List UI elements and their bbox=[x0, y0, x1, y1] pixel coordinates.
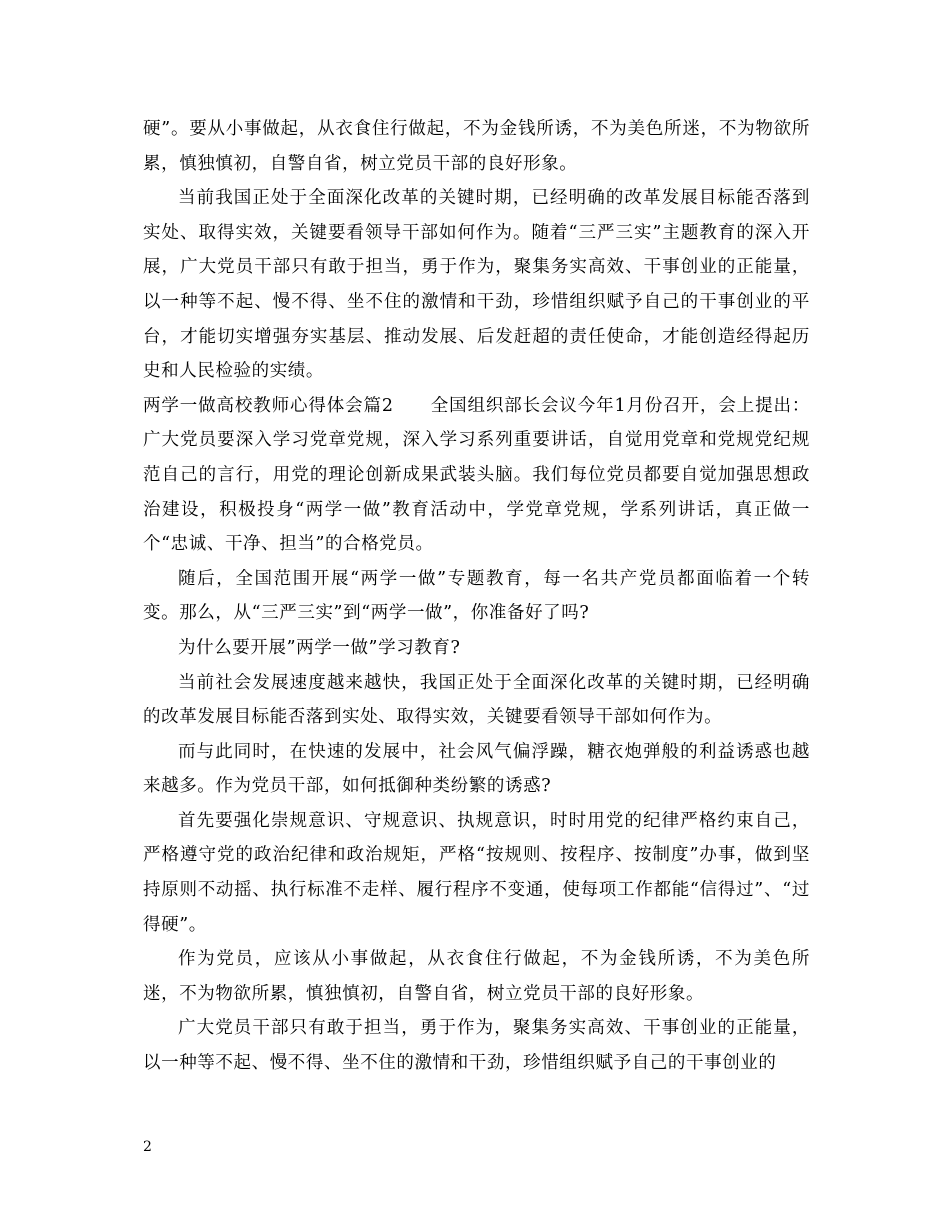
paragraph-7: 而与此同时，在快速的发展中，社会风气偏浮躁，糖衣炮弹般的利益诱惑也越来越多。作为党员干部，如何抵御种类纷繁的诱惑? bbox=[143, 741, 810, 797]
paragraph-3: 两学一做高校教师心得体会篇2 全国组织部长会议今年1月份召开，会上提出：广大党员要深入学习党章党规，深入学习系列重要讲话，自觉用党章和党规党纪规范自己的言行，用党的理论创新成果武装头脑。我们每位党员都要自觉加强思想政治建设，积极投身“两学一做”教育活动中，学党章党规，学系列讲话，真正做一个“忠诚、干净、担当”的合格党员。 bbox=[143, 395, 810, 555]
paragraph-1: 硬”。要从小事做起，从衣食住行做起，不为金钱所诱，不为美色所迷，不为物欲所累，慎独慎初，自警自省，树立党员干部的良好形象。 bbox=[143, 119, 810, 174]
paragraph-8: 首先要强化崇规意识、守规意识、执规意识，时时用党的纪律严格约束自己，严格遵守党的政治纪律和政治规矩，严格“按规则、按程序、按制度”办事，做到坚持原则不动摇、执行标准不走样、履行程序不变通，使每项工作都能“信得过”、“过得硬”。 bbox=[143, 810, 810, 935]
paragraph-9: 作为党员，应该从小事做起，从衣食住行做起，不为金钱所诱，不为美色所迷，不为物欲所累，慎独慎初，自警自省，树立党员干部的良好形象。 bbox=[143, 949, 810, 1004]
paragraph-2: 当前我国正处于全面深化改革的关键时期，已经明确的改革发展目标能否落到实处、取得实效，关键要看领导干部如何作为。随着“三严三实”主题教育的深入开展，广大党员干部只有敢于担当，勇于作为，聚集务实高效、干事创业的正能量，以一种等不起、慢不得、坐不住的激情和干劲，珍惜组织赋予自己的干事创业的平台，才能切实增强夯实基层、推动发展、后发赶超的责任使命，才能创造经得起历史和人民检验的实绩。 bbox=[143, 188, 810, 382]
paragraph-5: 为什么要开展”两学一做”学习教育? bbox=[178, 637, 461, 658]
page-number: 2 bbox=[143, 1139, 152, 1155]
paragraph-10: 广大党员干部只有敢于担当，勇于作为，聚集务实高效、干事创业的正能量，以一种等不起、慢不得、坐不住的激情和干劲，珍惜组织赋予自己的干事创业的 bbox=[143, 1018, 810, 1074]
paragraph-6: 当前社会发展速度越来越快，我国正处于全面深化改革的关键时期，已经明确的改革发展目标能否落到实处、取得实效，关键要看领导干部如何作为。 bbox=[143, 672, 810, 728]
paragraph-4: 随后，全国范围开展“两学一做”专题教育，每一名共产党员都面临着一个转变。那么，从“三严三实”到“两学一做”，你准备好了吗? bbox=[143, 568, 810, 624]
document-body bbox=[143, 112, 810, 1081]
